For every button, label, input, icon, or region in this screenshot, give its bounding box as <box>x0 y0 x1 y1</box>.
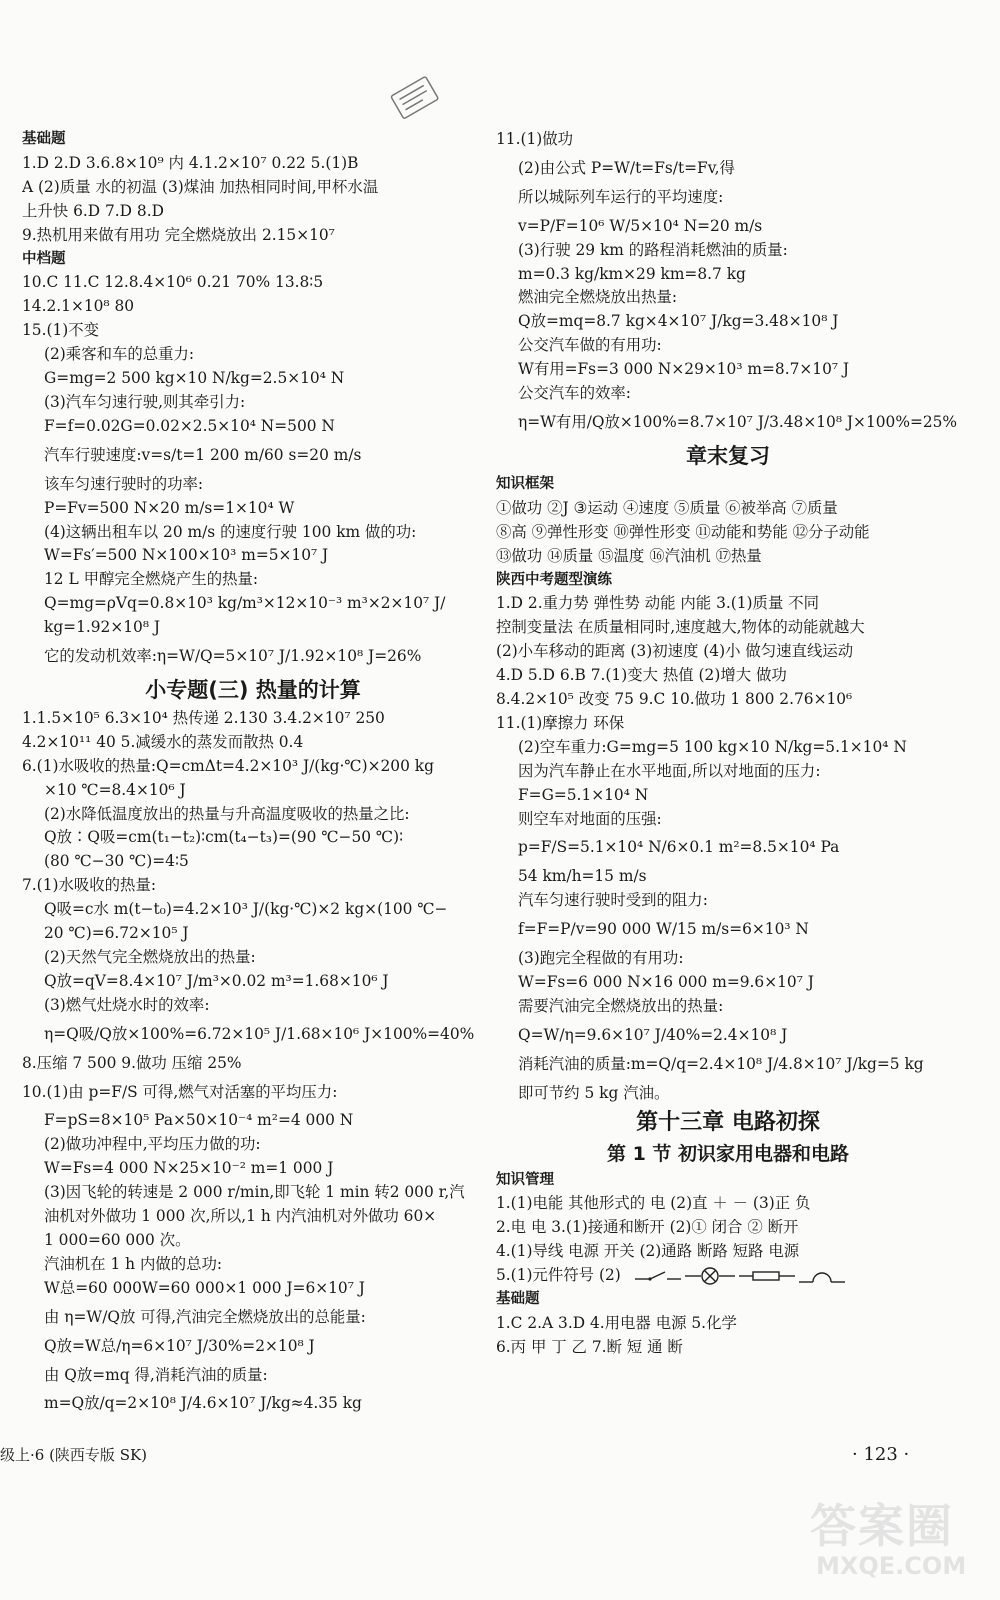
watermark <box>800 1490 1000 1600</box>
answer-line: 控制变量法 在质量相同时,速度越大,物体的动能就越大 <box>496 618 865 637</box>
answer-line: 9.热机用来做有用功 完全燃烧放出 2.15×10⁷ <box>22 225 335 244</box>
answer-line: 8.4.2×10⁵ 改变 75 9.C 10.做功 1 800 2.76×10⁶ <box>496 690 853 709</box>
answer-line: (2)由公式 P=W/t=Fs/t=Fv,得 <box>518 158 735 177</box>
footer-book-label: 级上·6 (陕西专版 SK) <box>0 1446 148 1464</box>
answer-line: G=mg=2 500 kg×10 N/kg=2.5×10⁴ N <box>44 369 345 388</box>
answer-line: (2)小车移动的距离 (3)初速度 (4)小 做匀速直线运动 <box>496 642 854 661</box>
answer-line: 由 η=W/Q放 可得,汽油完全燃烧放出的总能量: <box>44 1307 366 1326</box>
answer-line: 油机对外做功 1 000 次,所以,1 h 内汽油机对外做功 60× <box>44 1207 437 1226</box>
switch-symbol-icon <box>635 1268 681 1284</box>
answer-line: 则空车对地面的压强: <box>518 809 662 828</box>
answer-line: 上升快 6.D 7.D 8.D <box>22 201 164 220</box>
answer-line: (80 ℃−30 ℃)=4∶5 <box>44 852 189 871</box>
answer-line: F=f=0.02G=0.02×2.5×10⁴ N=500 N <box>44 416 335 435</box>
answer-line: 消耗汽油的质量:m=Q/q=2.4×10⁸ J/4.8×10⁷ J/kg=5 kg <box>518 1054 924 1073</box>
page-number: · 123 · <box>852 1444 910 1465</box>
answer-line: 11.(1)做功 <box>496 130 574 148</box>
answer-line: Q吸=c水 m(t−t₀)=4.2×10³ J/(kg·℃)×2 kg×(100 ℃− <box>44 900 448 919</box>
answer-line: m=Q放/q=2×10⁸ J/4.6×10⁷ J/kg≈4.35 kg <box>44 1394 362 1413</box>
answer-line: 即可节约 5 kg 汽油。 <box>518 1083 670 1102</box>
answer-line: 因为汽车静止在水平地面,所以对地面的压力: <box>518 761 821 780</box>
answer-line: 14.2.1×10⁸ 80 <box>22 297 135 316</box>
answer-line: 由 Q放=mq 得,消耗汽油的质量: <box>44 1365 268 1384</box>
subsection-heading: 第 1 节 初识家用电器和电路 <box>606 1142 850 1165</box>
book-stamp-icon <box>385 72 447 124</box>
answer-line: m=0.3 kg/km×29 km=8.7 kg <box>518 264 746 283</box>
answer-line: F=G=5.1×10⁴ N <box>518 785 649 804</box>
section-label: 基础题 <box>22 131 66 147</box>
answer-line: 它的发动机效率:η=W/Q=5×10⁷ J/1.92×10⁸ J=26% <box>44 647 422 666</box>
answer-line: kg=1.92×10⁸ J <box>44 618 161 637</box>
answer-line: ⑬做功 ⑭质量 ⑮温度 ⑯汽油机 ⑰热量 <box>496 546 762 565</box>
answer-line: F=pS=8×10⁵ Pa×50×10⁻⁴ m²=4 000 N <box>44 1111 354 1130</box>
section-heading: 章末复习 <box>686 443 770 468</box>
answer-line: 7.(1)水吸收的热量: <box>22 876 157 895</box>
answer-line: 1.D 2.D 3.6.8×10⁹ 内 4.1.2×10⁷ 0.22 5.(1)B <box>22 153 359 172</box>
answer-line: 燃油完全燃烧放出热量: <box>518 288 678 307</box>
section-label: 中档题 <box>22 250 66 267</box>
answer-line: 1.(1)电能 其他形式的 电 (2)直 ＋ － (3)正 负 <box>496 1194 811 1213</box>
answer-line: 6.丙 甲 丁 乙 7.断 短 通 断 <box>496 1337 683 1356</box>
section-label: 基础题 <box>496 1291 540 1308</box>
answer-line: P=Fv=500 N×20 m/s=1×10⁴ W <box>44 498 295 517</box>
watermark-url: MXQE.COM <box>816 1552 967 1580</box>
answer-line: 15.(1)不变 <box>22 321 100 340</box>
answer-line: η=W有用/Q放×100%=8.7×10⁷ J/3.48×10⁸ J×100%=25% <box>518 412 958 431</box>
section-label: 陕西中考题型演练 <box>496 571 612 588</box>
answer-line: 4.(1)导线 电源 开关 (2)通路 断路 短路 电源 <box>496 1242 800 1261</box>
answer-line: 6.(1)水吸收的热量:Q=cmΔt=4.2×10³ J/(kg·℃)×200 kg <box>22 756 434 775</box>
answer-line: A (2)质量 水的初温 (3)煤油 加热相同时间,甲杯水温 <box>22 177 379 196</box>
answer-line: ×10 ℃=8.4×10⁶ J <box>44 780 186 799</box>
answer-line: (3)因飞轮的转速是 2 000 r/min,即飞轮 1 min 转2 000 r,汽 <box>44 1183 465 1202</box>
answer-line: ⑧高 ⑨弹性形变 ⑩弹性形变 ⑪动能和势能 ⑫分子动能 <box>496 522 870 541</box>
lamp-symbol-icon <box>685 1266 735 1286</box>
answer-line: 1.D 2.重力势 弹性势 动能 内能 3.(1)质量 不同 <box>496 594 820 613</box>
answer-line: (3)燃气灶烧水时的效率: <box>44 995 210 1014</box>
answer-line: (2)水降低温度放出的热量与升高温度吸收的热量之比: <box>44 804 410 823</box>
answer-line: (2)空车重力:G=mg=5 100 kg×10 N/kg=5.1×10⁴ N <box>518 737 907 756</box>
answer-line: 54 km/h=15 m/s <box>518 867 647 886</box>
watermark-logo: 答案圈 <box>810 1499 954 1553</box>
answer-line: Q放=W总/η=6×10⁷ J/30%=2×10⁸ J <box>44 1336 315 1355</box>
answer-line: (3)汽车匀速行驶,则其牵引力: <box>44 392 246 411</box>
answer-line: Q放∶Q吸=cm(t₁−t₂)∶cm(t₄−t₃)=(90 ℃−50 ℃)∶ <box>44 828 404 847</box>
answer-line: Q=mg=ρVq=0.8×10³ kg/m³×12×10⁻³ m³×2×10⁷ J/ <box>44 594 446 613</box>
section-label: 知识框架 <box>496 475 554 492</box>
right-column <box>496 128 960 1360</box>
answer-line: 2.电 电 3.(1)接通和断开 (2)① 闭合 ② 断开 <box>496 1218 799 1237</box>
answer-line: W有用=Fs=3 000 N×29×10³ m=8.7×10⁷ J <box>518 360 850 379</box>
answer-line: 所以城际列车运行的平均速度: <box>518 187 724 206</box>
resistor-symbol-icon <box>739 1268 795 1284</box>
answer-line: p=F/S=5.1×10⁴ N/6×0.1 m²=8.5×10⁴ Pa <box>518 838 840 857</box>
answer-line: 汽油机在 1 h 内做的总功: <box>44 1254 223 1273</box>
answer-line: (2)乘客和车的总重力: <box>44 345 195 364</box>
answer-line: η=Q吸/Q放×100%=6.72×10⁵ J/1.68×10⁶ J×100%=40% <box>44 1024 475 1043</box>
answer-line: W总=60 000W=60 000×1 000 J=6×10⁷ J <box>44 1278 365 1297</box>
answer-line: 10.C 11.C 12.8.4×10⁶ 0.21 70% 13.8∶5 <box>22 273 324 292</box>
circuit-symbols <box>635 1265 845 1287</box>
answer-line: W=Fs′=500 N×100×10³ m=5×10⁷ J <box>44 546 329 565</box>
answer-line: v=P/F=10⁶ W/5×10⁴ N=20 m/s <box>518 216 763 235</box>
answer-line: (3)跑完全程做的有用功: <box>518 949 684 968</box>
answer-line: Q=W/η=9.6×10⁷ J/40%=2.4×10⁸ J <box>518 1025 788 1044</box>
answer-line: Q放=qV=8.4×10⁷ J/m³×0.02 m³=1.68×10⁶ J <box>44 971 389 990</box>
answer-line: 需要汽油完全燃烧放出的热量: <box>518 996 724 1015</box>
section-label: 知识管理 <box>496 1171 554 1188</box>
answer-line: W=Fs=6 000 N×16 000 m=9.6×10⁷ J <box>518 973 814 991</box>
answer-line: 20 ℃)=6.72×10⁵ J <box>44 924 189 943</box>
answer-line: 1 000=60 000 次。 <box>44 1230 191 1249</box>
answer-line: 4.D 5.D 6.B 7.(1)变大 热值 (2)增大 做功 <box>496 666 787 685</box>
section-heading: 小专题(三) 热量的计算 <box>145 677 361 702</box>
left-column <box>22 128 484 1416</box>
answer-line: 该车匀速行驶时的功率: <box>44 474 204 493</box>
answer-line: 1.C 2.A 3.D 4.用电器 电源 5.化学 <box>496 1313 737 1332</box>
answer-line: (4)这辆出租车以 20 m/s 的速度行驶 100 km 做的功: <box>44 522 417 541</box>
answer-line: Q放=mq=8.7 kg×4×10⁷ J/kg=3.48×10⁸ J <box>518 312 839 331</box>
answer-line: W=Fs=4 000 N×25×10⁻² m=1 000 J <box>44 1159 334 1178</box>
answer-line: 汽车行驶速度:v=s/t=1 200 m/60 s=20 m/s <box>44 445 362 464</box>
answer-line: 1.1.5×10⁵ 6.3×10⁴ 热传递 2.130 3.4.2×10⁷ 250 <box>22 708 385 727</box>
answer-line: f=F=P/v=90 000 W/15 m/s=6×10³ N <box>518 920 809 939</box>
answer-line: (3)行驶 29 km 的路程消耗燃油的质量: <box>518 240 788 259</box>
answer-line: (2)做功冲程中,平均压力做的功: <box>44 1135 261 1154</box>
answer-line: (2)天然气完全燃烧放出的热量: <box>44 948 256 966</box>
answer-line: 公交汽车的效率: <box>518 384 631 403</box>
answer-line: 8.压缩 7 500 9.做功 压缩 25% <box>22 1053 242 1072</box>
motor-symbol-icon <box>799 1265 845 1287</box>
answer-line: 汽车匀速行驶时受到的阻力: <box>518 891 708 910</box>
answer-line: 公交汽车做的有用功: <box>518 336 662 355</box>
answer-line: 5.(1)元件符号 (2) <box>496 1264 960 1288</box>
answer-line: 4.2×10¹¹ 40 5.减缓水的蒸发而散热 0.4 <box>22 732 304 751</box>
answer-line: 10.(1)由 p=F/S 可得,燃气对活塞的平均压力: <box>22 1082 338 1101</box>
answer-line: ①做功 ②J ③运动 ④速度 ⑤质量 ⑥被举高 ⑦质量 <box>496 498 838 517</box>
section-heading: 第十三章 电路初探 <box>636 1109 820 1135</box>
answer-line: 11.(1)摩擦力 环保 <box>496 713 625 732</box>
answer-line: 12 L 甲醇完全燃烧产生的热量: <box>44 570 259 589</box>
